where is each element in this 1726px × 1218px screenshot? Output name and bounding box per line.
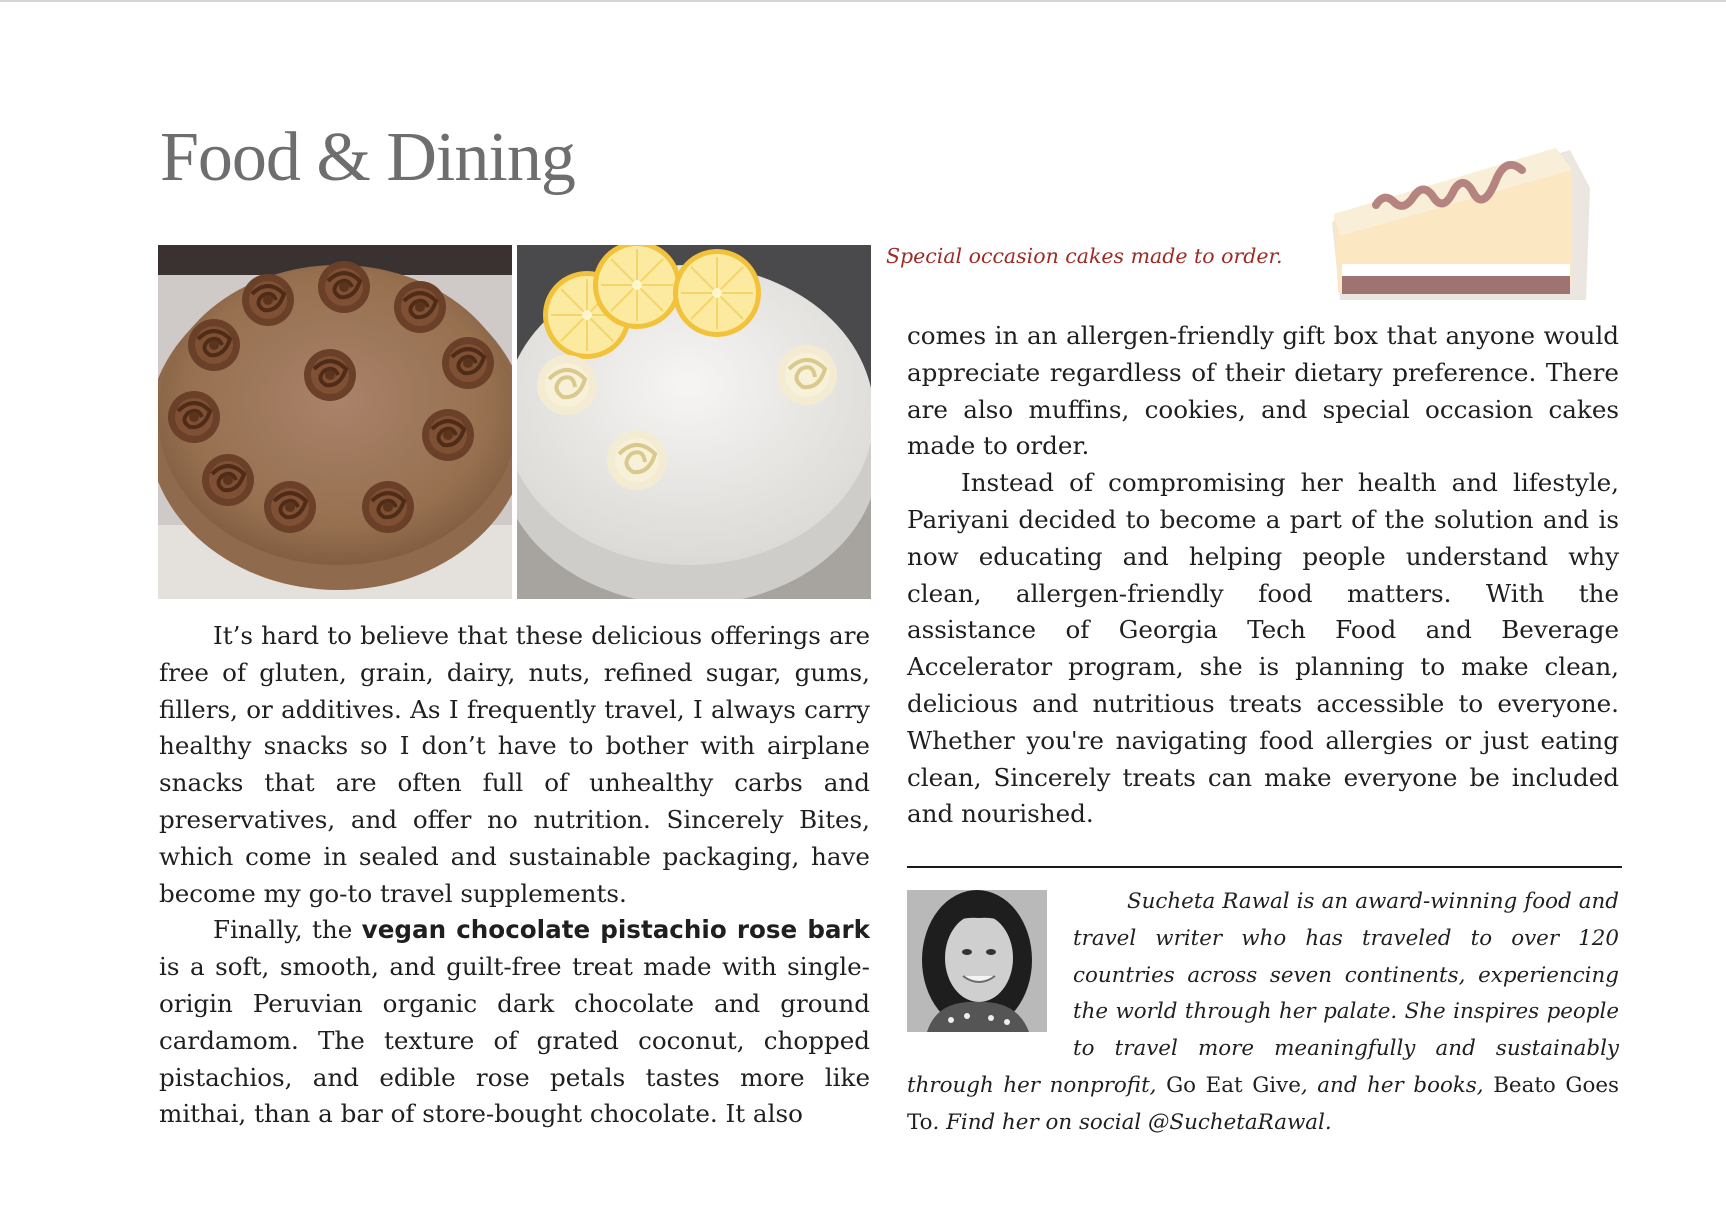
top-border [0,0,1726,2]
text-run: is a soft, smooth, and guilt-free treat made with single-origin Peruvian organic dark chocolate and ground cardamom. The texture of grated coconut, chopped pistachios, and edible rose petals tastes more like mithai, than a bar of store-bought chocolate. It also [159,952,870,1129]
cake-slice-illustration [1324,140,1600,310]
product-name: vegan chocolate pistachio rose bark [361,915,871,945]
bio-text: Sucheta Rawal is an award-winning food and travel writer who has traveled to over 120 countries across seven continents, experiencing the world through her palate. She inspires people to travel more meaningfully and sustainably through her nonprofit, [907,889,1619,1098]
bio-divider [907,866,1622,868]
bio-text: , and her books, [1300,1072,1484,1098]
author-bio [907,884,1619,1142]
book-title: Beato Goes To [907,1072,1619,1135]
lemon-cake-photo [517,245,871,599]
org-name: Go Eat Give [1166,1072,1301,1098]
bio-text: . Find her on social @SuchetaRawal. [932,1109,1332,1135]
photo-caption: Special occasion cakes made to order. [886,244,1283,268]
article-left-column [159,618,870,1133]
paragraph: It’s hard to believe that these delicious offerings are free of gluten, grain, dairy, nuts, refined sugar, gums, fillers, or additives. As I frequently travel, I always carry healthy snacks so I don’t have to bother with airplane snacks that are often full of unhealthy carbs and preservatives, and offer no nutrition. Sincerely Bites, which come in sealed and sustainable packaging, have become my go-to travel supplements. [159,621,870,908]
paragraph [159,912,870,1133]
paragraph: comes in an allergen-friendly gift box that anyone would appreciate regardless of their dietary preference. There are also muffins, cookies, and special occasion cakes made to order. [907,321,1619,461]
text-run: Finally, the [213,915,353,945]
paragraph: Instead of compromising her health and lifestyle, Pariyani decided to become a part of the solution and is now educating and helping people understand why clean, allergen-friendly food matters. With the assistance of Georgia Tech Food and Beverage Accelerator program, she is planning to make clean, delicious and nutritious treats accessible to everyone. Whether you're navigating food allergies or just eating clean, Sincerely treats can make everyone be included and nourished. [907,468,1619,829]
section-title: Food & Dining [160,119,575,196]
article-right-column [907,318,1619,833]
author-portrait [907,890,1047,1032]
chocolate-cake-photo [158,245,512,599]
